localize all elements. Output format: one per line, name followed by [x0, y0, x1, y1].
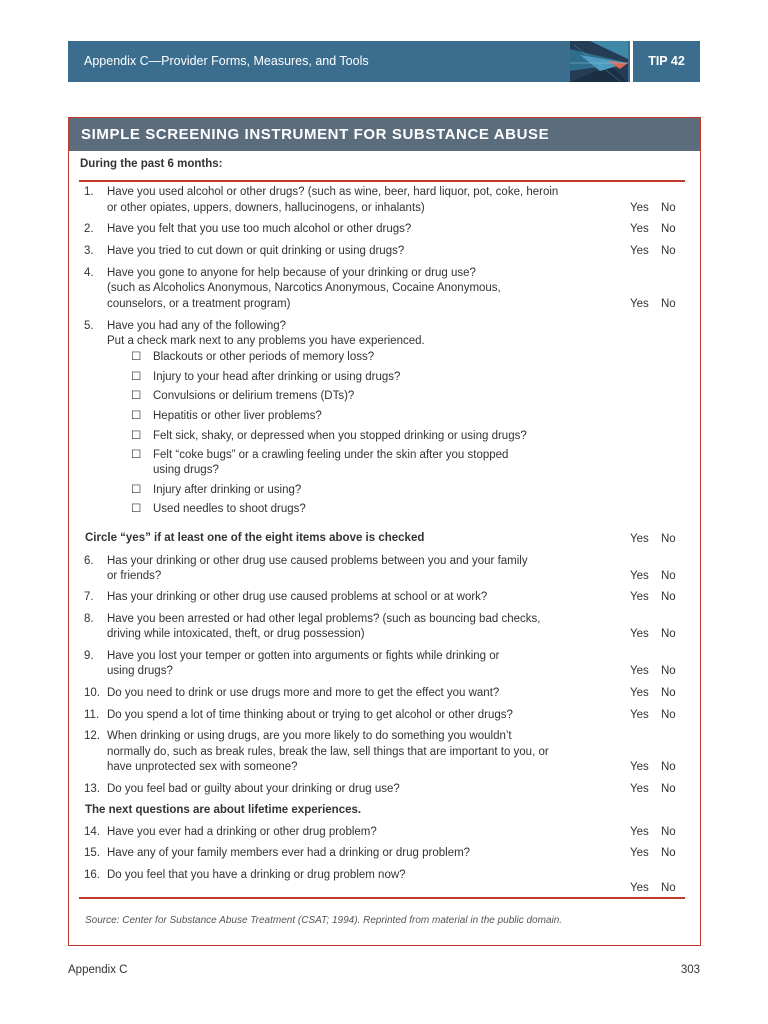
yes-option[interactable]: Yes: [630, 687, 649, 699]
yes-option[interactable]: Yes: [630, 826, 649, 838]
question-text: Has your drinking or other drug use caused problems between you and your family: [107, 555, 528, 567]
no-option[interactable]: No: [661, 761, 676, 773]
no-option[interactable]: No: [661, 882, 676, 894]
question-text: Have you felt that you use too much alcohol or other drugs?: [107, 223, 412, 235]
question-text: Do you need to drink or use drugs more and more to get the effect you want?: [107, 687, 500, 699]
no-option[interactable]: No: [661, 223, 676, 235]
no-option[interactable]: No: [661, 245, 676, 257]
form-subhead: During the past 6 months:: [80, 158, 223, 170]
question-number: 3.: [84, 245, 94, 257]
question-number: 13.: [84, 783, 100, 795]
question-text: Have you tried to cut down or quit drinking or using drugs?: [107, 245, 405, 257]
checklist-item: Injury after drinking or using?: [153, 484, 302, 496]
question-text: Put a check mark next to any problems you have experienced.: [107, 335, 425, 347]
checklist-item: Hepatitis or other liver problems?: [153, 410, 322, 422]
header-decorative-graphic: [570, 41, 628, 82]
top-divider: [79, 180, 685, 182]
question-number: 8.: [84, 613, 94, 625]
question-text: (such as Alcoholics Anonymous, Narcotics Anonymous, Cocaine Anonymous,: [107, 282, 501, 294]
question-text: or other opiates, uppers, downers, hallucinogens, or inhalants): [107, 202, 425, 214]
question-text: Do you spend a lot of time thinking about or trying to get alcohol or other drugs?: [107, 709, 513, 721]
no-option[interactable]: No: [661, 709, 676, 721]
question-number: 14.: [84, 826, 100, 838]
no-option[interactable]: No: [661, 298, 676, 310]
checkbox[interactable]: ☐: [131, 371, 142, 383]
question-text: When drinking or using drugs, are you more likely to do something you wouldn’t: [107, 730, 512, 742]
question-text: Has your drinking or other drug use caused problems at school or at work?: [107, 591, 488, 603]
yes-option[interactable]: Yes: [630, 298, 649, 310]
question-number: 9.: [84, 650, 94, 662]
no-option[interactable]: No: [661, 202, 676, 214]
question-number: 15.: [84, 847, 100, 859]
checklist-item: Felt sick, shaky, or depressed when you stopped drinking or using drugs?: [153, 430, 527, 442]
question-number: 4.: [84, 267, 94, 279]
yes-option[interactable]: Yes: [630, 709, 649, 721]
question-number: 10.: [84, 687, 100, 699]
question-text: Have you had any of the following?: [107, 320, 287, 332]
no-option[interactable]: No: [661, 687, 676, 699]
tip-label: TIP 42: [648, 54, 685, 68]
checkbox[interactable]: ☐: [131, 449, 142, 461]
checkbox[interactable]: ☐: [131, 430, 142, 442]
checklist-item-continued: using drugs?: [153, 464, 219, 476]
question-number: 7.: [84, 591, 94, 603]
checklist-item: Felt “coke bugs” or a crawling feeling under the skin after you stopped: [153, 449, 509, 461]
no-option[interactable]: No: [661, 665, 676, 677]
yes-option[interactable]: Yes: [630, 783, 649, 795]
header-title: Appendix C—Provider Forms, Measures, and Tools: [84, 54, 369, 68]
no-option[interactable]: No: [661, 570, 676, 582]
checkbox[interactable]: ☐: [131, 484, 142, 496]
no-option[interactable]: No: [661, 783, 676, 795]
question-text: Have you been arrested or had other legal problems? (such as bouncing bad checks,: [107, 613, 541, 625]
question-text: Have you gone to anyone for help because of your drinking or drug use?: [107, 267, 476, 279]
page-header: [68, 41, 700, 82]
yes-option[interactable]: Yes: [630, 591, 649, 603]
yes-option[interactable]: Yes: [630, 202, 649, 214]
source-note: Source: Center for Substance Abuse Treatment (CSAT; 1994). Reprinted from material in the public domain.: [85, 915, 563, 926]
checklist-item: Injury to your head after drinking or using drugs?: [153, 371, 401, 383]
no-option[interactable]: No: [661, 826, 676, 838]
form-title-bar: [69, 118, 700, 151]
yes-option[interactable]: Yes: [630, 847, 649, 859]
yes-option[interactable]: Yes: [630, 761, 649, 773]
question-text: Have you ever had a drinking or other drug problem?: [107, 826, 377, 838]
yes-option[interactable]: Yes: [630, 665, 649, 677]
question-text: Do you feel bad or guilty about your drinking or drug use?: [107, 783, 400, 795]
question-number: 2.: [84, 223, 94, 235]
yes-option[interactable]: Yes: [630, 533, 649, 545]
question-number: 6.: [84, 555, 94, 567]
yes-option[interactable]: Yes: [630, 570, 649, 582]
question-text: counselors, or a treatment program): [107, 298, 291, 310]
checkbox[interactable]: ☐: [131, 390, 142, 402]
question-number: 11.: [84, 709, 100, 721]
no-option[interactable]: No: [661, 847, 676, 859]
checklist-item: Used needles to shoot drugs?: [153, 503, 306, 515]
question-number: 16.: [84, 869, 100, 881]
page-number: 303: [680, 964, 700, 976]
yes-option[interactable]: Yes: [630, 882, 649, 894]
checklist-item: Blackouts or other periods of memory loss?: [153, 351, 375, 363]
question-text: Have any of your family members ever had a drinking or drug problem?: [107, 847, 471, 859]
lifetime-instruction: The next questions are about lifetime experiences.: [85, 804, 362, 816]
checkbox[interactable]: ☐: [131, 351, 142, 363]
checklist-item: Convulsions or delirium tremens (DTs)?: [153, 390, 355, 402]
yes-option[interactable]: Yes: [630, 223, 649, 235]
no-option[interactable]: No: [661, 533, 676, 545]
no-option[interactable]: No: [661, 591, 676, 603]
form-title: SIMPLE SCREENING INSTRUMENT FOR SUBSTANCE ABUSE: [81, 126, 550, 143]
question-text: Have you lost your temper or gotten into arguments or fights while drinking or: [107, 650, 500, 662]
bottom-divider: [79, 897, 685, 899]
footer-section-label: Appendix C: [68, 964, 128, 976]
checkbox[interactable]: ☐: [131, 410, 142, 422]
screening-form: [68, 117, 701, 946]
question-number: 12.: [84, 730, 100, 742]
circle-instruction: Circle “yes” if at least one of the eight items above is checked: [85, 532, 425, 544]
question-number: 5.: [84, 320, 94, 332]
question-text: using drugs?: [107, 665, 173, 677]
question-number: 1.: [84, 186, 94, 198]
question-text: or friends?: [107, 570, 162, 582]
no-option[interactable]: No: [661, 628, 676, 640]
yes-option[interactable]: Yes: [630, 628, 649, 640]
question-text: have unprotected sex with someone?: [107, 761, 298, 773]
question-text: normally do, such as break rules, break the law, sell things that are important to you, or: [107, 746, 549, 758]
yes-option[interactable]: Yes: [630, 245, 649, 257]
checkbox[interactable]: ☐: [131, 503, 142, 515]
question-text: driving while intoxicated, theft, or drug possession): [107, 628, 365, 640]
question-text: Do you feel that you have a drinking or drug problem now?: [107, 869, 406, 881]
question-text: Have you used alcohol or other drugs? (such as wine, beer, hard liquor, pot, coke, heroin: [107, 186, 559, 198]
